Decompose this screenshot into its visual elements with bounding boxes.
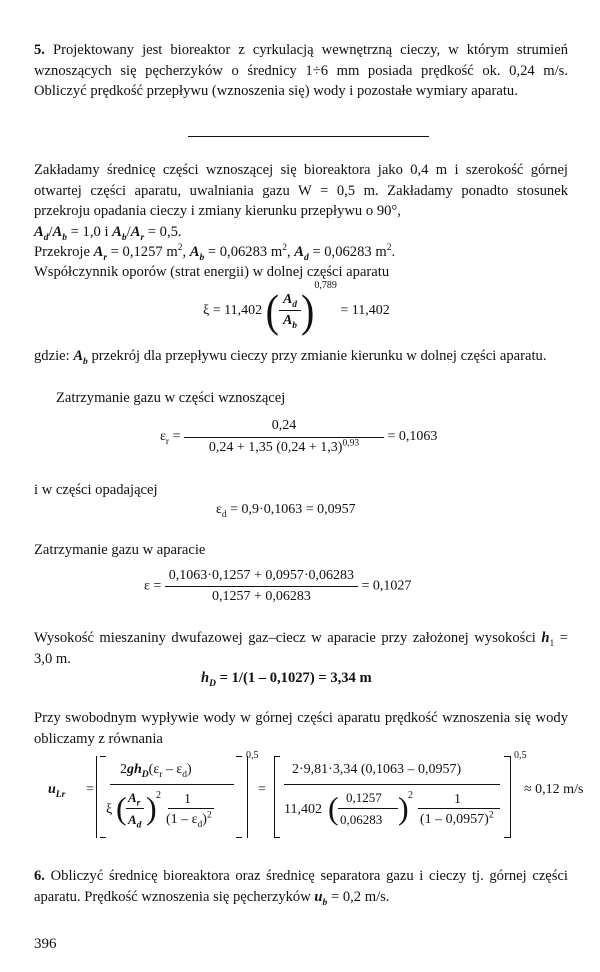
solution-intro: Zakładamy średnicę części wznoszącej się bioreaktora jako 0,4 m i szerokość górnej otwartej części aparatu, uwalniania gazu W = 0,5 m. Zakładamy ponadto stosunek przekroju opadania cieczy i zmiany kierunku przepływu o 90°, bbox=[34, 162, 568, 219]
u-num1: $2gh_D(\varepsilon_r - \varepsilon_d)$ bbox=[120, 762, 192, 780]
problem-6-number: 6. bbox=[34, 868, 45, 884]
holdup-total-text: Zatrzymanie gazu w aparacie bbox=[34, 542, 206, 558]
problem-5 bbox=[34, 40, 568, 102]
where-text: gdzie: $A_b$ przekrój dla przepływu cieczy przy zmianie kierunku w dolnej części aparatu. bbox=[34, 348, 547, 367]
holdup-down-text: i w części opadającej bbox=[34, 482, 158, 498]
equation-eps-d: $\varepsilon_d = 0,9\cdot 0,1063 = 0,0957$ bbox=[216, 502, 356, 520]
loss-intro: Współczynnik oporów (strat energii) w dolnej części aparatu bbox=[34, 264, 390, 280]
problem-6-text: Obliczyć średnicę bioreaktora oraz średnicę separatora gazu i cieczy tj. górnej części aparatu. Prędkość wznoszenia się pęcherzyków $u_b = 0,2$ m/s. bbox=[34, 868, 568, 908]
problem-5-number: 5. bbox=[34, 42, 45, 58]
holdup-rise-text: Zatrzymanie gazu w części wznoszącej bbox=[56, 390, 286, 406]
separator-rule bbox=[188, 136, 429, 137]
equation-xi: ξ = 11,402 ( $\frac{A_d}{A_b}$ )$^{0,789}$ = 11,402 bbox=[203, 280, 390, 337]
equation-hd: $h_D = 1/(1 - 0,1027) = 3,34$ m bbox=[201, 670, 372, 689]
problem-5-text: Projektowany jest bioreaktor z cyrkulacją wewnętrzną cieczy, w którym strumień wznoszących się pęcherzyków o średnicy 1÷6 mm posiada prędkość ok. 0,24 m/s. Obliczyć prędkość przepływu (wznoszenia się) wody i pozostałe wymiary aparatu. bbox=[34, 42, 568, 99]
equation-eps: ε = $\frac{0,1063\cdot 0,1257 + 0,0957\cdot 0,06283}{0,1257 + 0,06283}$ = 0,1027 bbox=[144, 568, 412, 604]
velocity-text: Przy swobodnym wypływie wody w górnej części aparatu prędkość wznoszenia się wody obliczamy z równania bbox=[34, 710, 568, 747]
equation-eps-r: $\varepsilon_r$ = $\frac{0,24}{0,24 + 1,35 (0,24 + 1,3)^{0,93}}$ = 0,1063 bbox=[160, 418, 438, 455]
ratios-line: $A_d/A_b = 1,0$ i $A_b/A_r = 0,5$. bbox=[34, 224, 182, 243]
problem-6 bbox=[34, 866, 568, 907]
sections-line: Przekroje $A_r = 0,1257$ $m^2$, $A_b = 0,06283$ $m^2$, $A_d = 0,06283$ $m^2$. bbox=[34, 243, 396, 263]
page-number: 396 bbox=[34, 936, 57, 952]
equation-u: $u_{Lr}$ = 0,5 $2gh_D(\varepsilon_r - \varepsilon_d)$ ξ ( $A_r$ $A_d$ ) 2 1 $(1 - \varepsilon_d)^2$ = 0,5 2·9,81·3,34 (0,1063 – 0,0957) 11,402 ( 0,1257 0,06283 ) 2 1 (1 – 0,0957)$^2$ ≈ 0,12 m/s bbox=[34, 750, 574, 850]
height-text: Wysokość mieszaniny dwufazowej gaz–ciecz w aparacie przy założonej wysokości $h_1 = 3,0$ m. bbox=[34, 630, 568, 667]
